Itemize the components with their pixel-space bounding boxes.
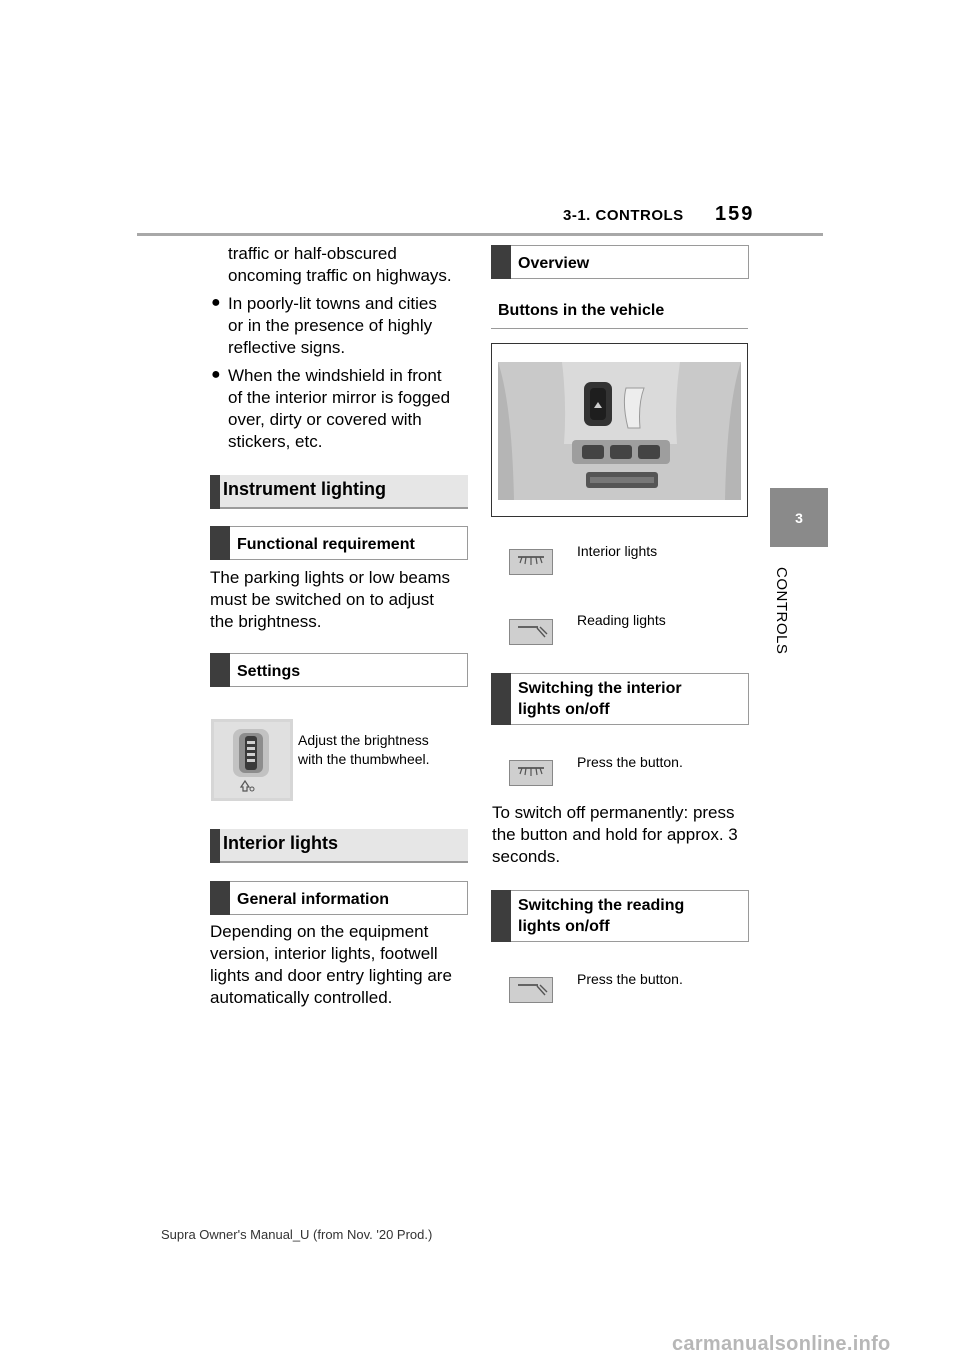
reading-lights-label: Reading lights: [577, 612, 666, 628]
heading-bar: [491, 890, 511, 942]
heading-line-2: lights on/off: [518, 701, 610, 718]
header-rule: [137, 233, 823, 236]
settings-caption-line-1: Adjust the brightness: [298, 732, 429, 748]
interior-light-button[interactable]: [509, 549, 553, 575]
heading-functional-requirement: [210, 526, 468, 560]
reading-light-icon: [510, 978, 552, 1002]
chapter-label-wrap: [762, 567, 802, 657]
footer-text: Supra Owner's Manual_U (from Nov. '20 Prod.): [161, 1227, 433, 1242]
bullet-2-line-3: over, dirty or covered with: [228, 410, 422, 429]
heading-bar: [210, 881, 230, 915]
chapter-tab[interactable]: [770, 488, 828, 547]
page-number: 159: [715, 203, 755, 225]
func-req-line-1: The parking lights or low beams: [210, 568, 451, 587]
general-info-line-1: Depending on the equipment: [210, 922, 429, 941]
heading-bar: [491, 673, 511, 725]
heading-line-1: Switching the reading: [518, 897, 685, 914]
bullet-2-line-2: of the interior mirror is fogged: [228, 388, 451, 407]
heading-text: [518, 895, 684, 937]
heading-interior-lights: [210, 829, 468, 863]
heading-text: Interior lights: [223, 833, 339, 853]
heading-bar: [210, 829, 220, 863]
func-req-line-3: the brightness.: [210, 612, 322, 631]
press-button-reading: Press the button.: [577, 971, 683, 987]
watermark-link[interactable]: carmanualsonline.info: [672, 1333, 891, 1355]
switch-off-line-3: seconds.: [492, 847, 561, 866]
func-req-line-2: must be switched on to adjust: [210, 590, 434, 609]
heading-overview: [491, 245, 749, 279]
heading-text: [518, 678, 682, 720]
heading-text: Functional requirement: [237, 536, 415, 553]
interior-light-icon: [510, 550, 552, 574]
general-info-line-2: version, interior lights, footwell: [210, 944, 438, 963]
heading-settings: [210, 653, 468, 687]
overhead-console-image: [491, 343, 748, 517]
intro-line-2: oncoming traffic on highways.: [228, 266, 452, 285]
switch-off-line-1: To switch off permanently: press: [492, 803, 735, 822]
press-button-interior: Press the button.: [577, 754, 683, 770]
heading-text: Instrument lighting: [223, 479, 386, 499]
heading-bar: [210, 475, 220, 509]
bullet-2-icon: ●: [211, 366, 221, 383]
heading-text: General information: [237, 891, 390, 908]
heading-bar: [210, 526, 230, 560]
general-info-line-4: automatically controlled.: [210, 988, 393, 1007]
general-info-line-3: lights and door entry lighting are: [210, 966, 452, 985]
heading-bar: [210, 653, 230, 687]
section-title: 3-1. CONTROLS: [563, 207, 684, 224]
bullet-1-line-2: or in the presence of highly: [228, 316, 433, 335]
thumbwheel-image: [211, 719, 293, 801]
interior-lights-label: Interior lights: [577, 543, 658, 559]
buttons-in-vehicle-title: Buttons in the vehicle: [498, 302, 665, 319]
heading-text: Settings: [237, 663, 301, 680]
reading-light-button[interactable]: [509, 619, 553, 645]
heading-line-2: lights on/off: [518, 918, 610, 935]
heading-general-information: [210, 881, 468, 915]
bullet-2-line-4: stickers, etc.: [228, 432, 323, 451]
heading-line-1: Switching the interior: [518, 680, 682, 697]
heading-bar: [491, 245, 511, 279]
heading-text: Overview: [518, 255, 590, 272]
interior-light-button-2[interactable]: [509, 760, 553, 786]
heading-switching-reading: [491, 890, 749, 942]
switch-off-line-2: the button and hold for approx. 3: [492, 825, 738, 844]
bullet-1-line-1: In poorly-lit towns and cities: [228, 294, 437, 313]
bullet-1-line-3: reflective signs.: [228, 338, 346, 357]
bullet-1-icon: ●: [211, 294, 221, 311]
interior-light-icon: [510, 761, 552, 785]
bullet-2-line-1: When the windshield in front: [228, 366, 442, 385]
chapter-number: 3: [795, 509, 803, 526]
reading-light-button-2[interactable]: [509, 977, 553, 1003]
intro-line-1: traffic or half-obscured: [228, 244, 397, 263]
heading-switching-interior: [491, 673, 749, 725]
chapter-label: CONTROLS: [773, 567, 790, 655]
settings-caption-line-2: with the thumbwheel.: [298, 751, 430, 767]
reading-light-icon: [510, 620, 552, 644]
heading-instrument-lighting: [210, 475, 468, 509]
subheading-rule: [491, 328, 748, 329]
